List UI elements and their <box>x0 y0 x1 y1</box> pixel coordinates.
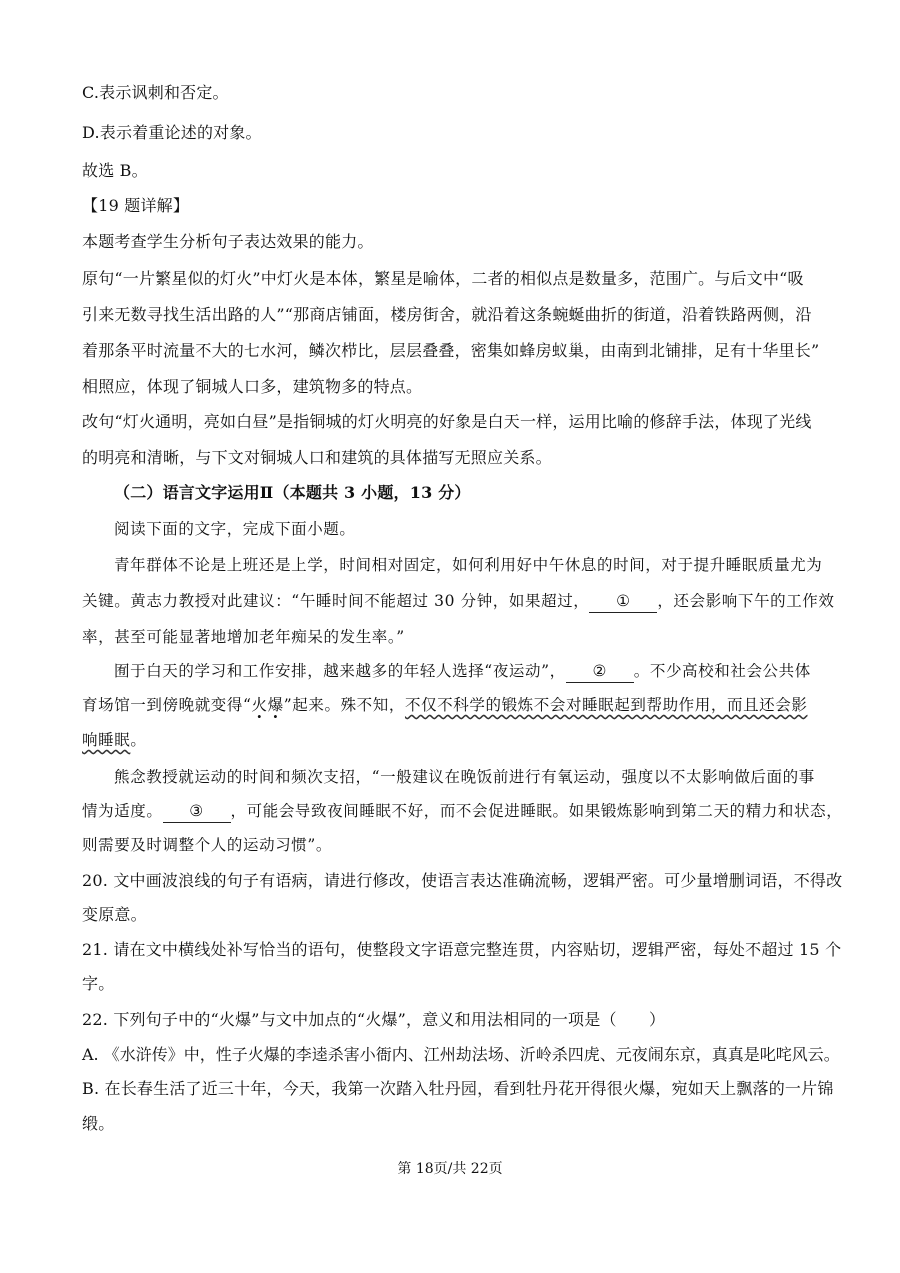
q19-intro: 本题考查学生分析句子表达效果的能力。 <box>82 232 374 251</box>
passage-p2-line1 <box>114 660 854 683</box>
q19-para1-line: 原句“一片繁星似的灯火”中灯火是本体，繁星是喻体，二者的相似点是数量多，范围广。与后文中“吸 <box>82 269 804 288</box>
passage-p1-line2 <box>82 590 835 613</box>
question-21-cont: 字。 <box>82 974 115 993</box>
section-instruction: 阅读下面的文字，完成下面小题。 <box>114 520 356 538</box>
blank-2: ② <box>566 660 634 683</box>
passage-text: ，还会影响下午的工作效 <box>657 592 835 610</box>
answer-text: 故选 B。 <box>82 161 148 180</box>
wavy-underlined-sentence: 不仅不科学的锻炼不会对睡眠起到帮助作用，而且还会影 <box>404 696 808 714</box>
question-20-cont: 变原意。 <box>82 905 147 924</box>
dotted-char: 火 <box>251 696 268 714</box>
passage-p2-line2 <box>82 694 822 716</box>
passage-text: ，可能会导致夜间睡眠不好，而不会促进睡眠。如果锻炼影响到第二天的精力和状态， <box>230 802 843 820</box>
passage-p3-line3: 则需要及时调整个人的运动习惯”。 <box>82 836 333 854</box>
section-title: （二）语言文字运用Ⅱ（本题共 3 小题，13 分） <box>114 483 471 502</box>
option-c-text: C.表示讽刺和否定。 <box>82 83 229 102</box>
q19-para2-line: 改句“灯火通明，亮如白昼”是指铜城的灯火明亮的好象是白天一样，运用比喻的修辞手法，体现了光线 <box>82 412 812 431</box>
q19-para1-line: 引来无数寻找生活出路的人”“那商店铺面，楼房街舍，就沿着这条蜿蜒曲折的街道，沿着铁路两侧，沿 <box>82 305 812 324</box>
question-22-option-b-cont: 缎。 <box>82 1114 115 1133</box>
question-22-option-b: B. 在长春生活了近三十年，今天，我第一次踏入牡丹园，看到牡丹花开得很火爆，宛如天上飘落的一片锦 <box>82 1079 834 1098</box>
passage-text: 情为适度。 <box>82 802 163 820</box>
q19-para1-line: 相照应，体现了铜城人口多，建筑物多的特点。 <box>82 377 423 396</box>
q19-para2-line: 的明亮和清晰，与下文对铜城人口和建筑的具体描写无照应关系。 <box>82 448 552 467</box>
blank-3: ③ <box>163 800 231 823</box>
passage-text: 育场馆一到傍晚就变得“ <box>82 696 252 714</box>
passage-text: 。不少高校和社会公共体 <box>633 662 811 680</box>
wavy-underlined-sentence: 响睡眠 <box>82 731 131 749</box>
passage-text: ”起来。殊不知， <box>283 696 405 714</box>
question-22: 22. 下列句子中的“火爆”与文中加点的“火爆”，意义和用法相同的一项是（ ） <box>82 1010 666 1029</box>
option-d-text: D.表示着重论述的对象。 <box>82 123 262 142</box>
passage-p3-line1: 熊念教授就运动的时间和频次支招，“一般建议在晚饭前进行有氧运动，强度以不太影响做后面的事 <box>114 768 815 786</box>
passage-text: 关键。黄志力教授对此建议：“午睡时间不能超过 30 分钟，如果超过， <box>82 592 590 610</box>
page-footer: 第 18页/共 22页 <box>397 1161 503 1177</box>
question-22-option-a: A. 《水浒传》中，性子火爆的李逵杀害小衙内、江州劫法场、沂岭杀四虎、元夜闹东京，真真是叱咤风云。 <box>82 1045 840 1064</box>
passage-text: 囿于白天的学习和工作安排，越来越多的年轻人选择“夜运动”， <box>114 662 566 680</box>
passage-p3-line2 <box>82 800 843 823</box>
passage-p1-line3: 率，甚至可能显著地增加老年痴呆的发生率。” <box>82 628 405 646</box>
passage-text: 。 <box>130 731 147 749</box>
q19-para1-line: 着那条平时流量不大的七水河，鳞次栉比，层层叠叠，密集如蜂房蚁巢，由南到北铺排，足有十华里长” <box>82 341 820 360</box>
question-20: 20. 文中画波浪线的句子有语病，请进行修改，使语言表达准确流畅，逻辑严密。可少量增删词语，不得改 <box>82 871 843 890</box>
blank-1: ① <box>589 590 657 613</box>
passage-p1-line1: 青年群体不论是上班还是上学，时间相对固定，如何利用好中午休息的时间，对于提升睡眠质量尤为 <box>114 556 823 574</box>
dotted-char: 爆 <box>267 696 284 714</box>
question-21: 21. 请在文中横线处补写恰当的语句，使整段文字语意完整连贯，内容贴切，逻辑严密，每处不超过 15 个 <box>82 940 842 959</box>
passage-p2-line3 <box>82 729 822 751</box>
q19-header: 【19 题详解】 <box>82 196 190 215</box>
